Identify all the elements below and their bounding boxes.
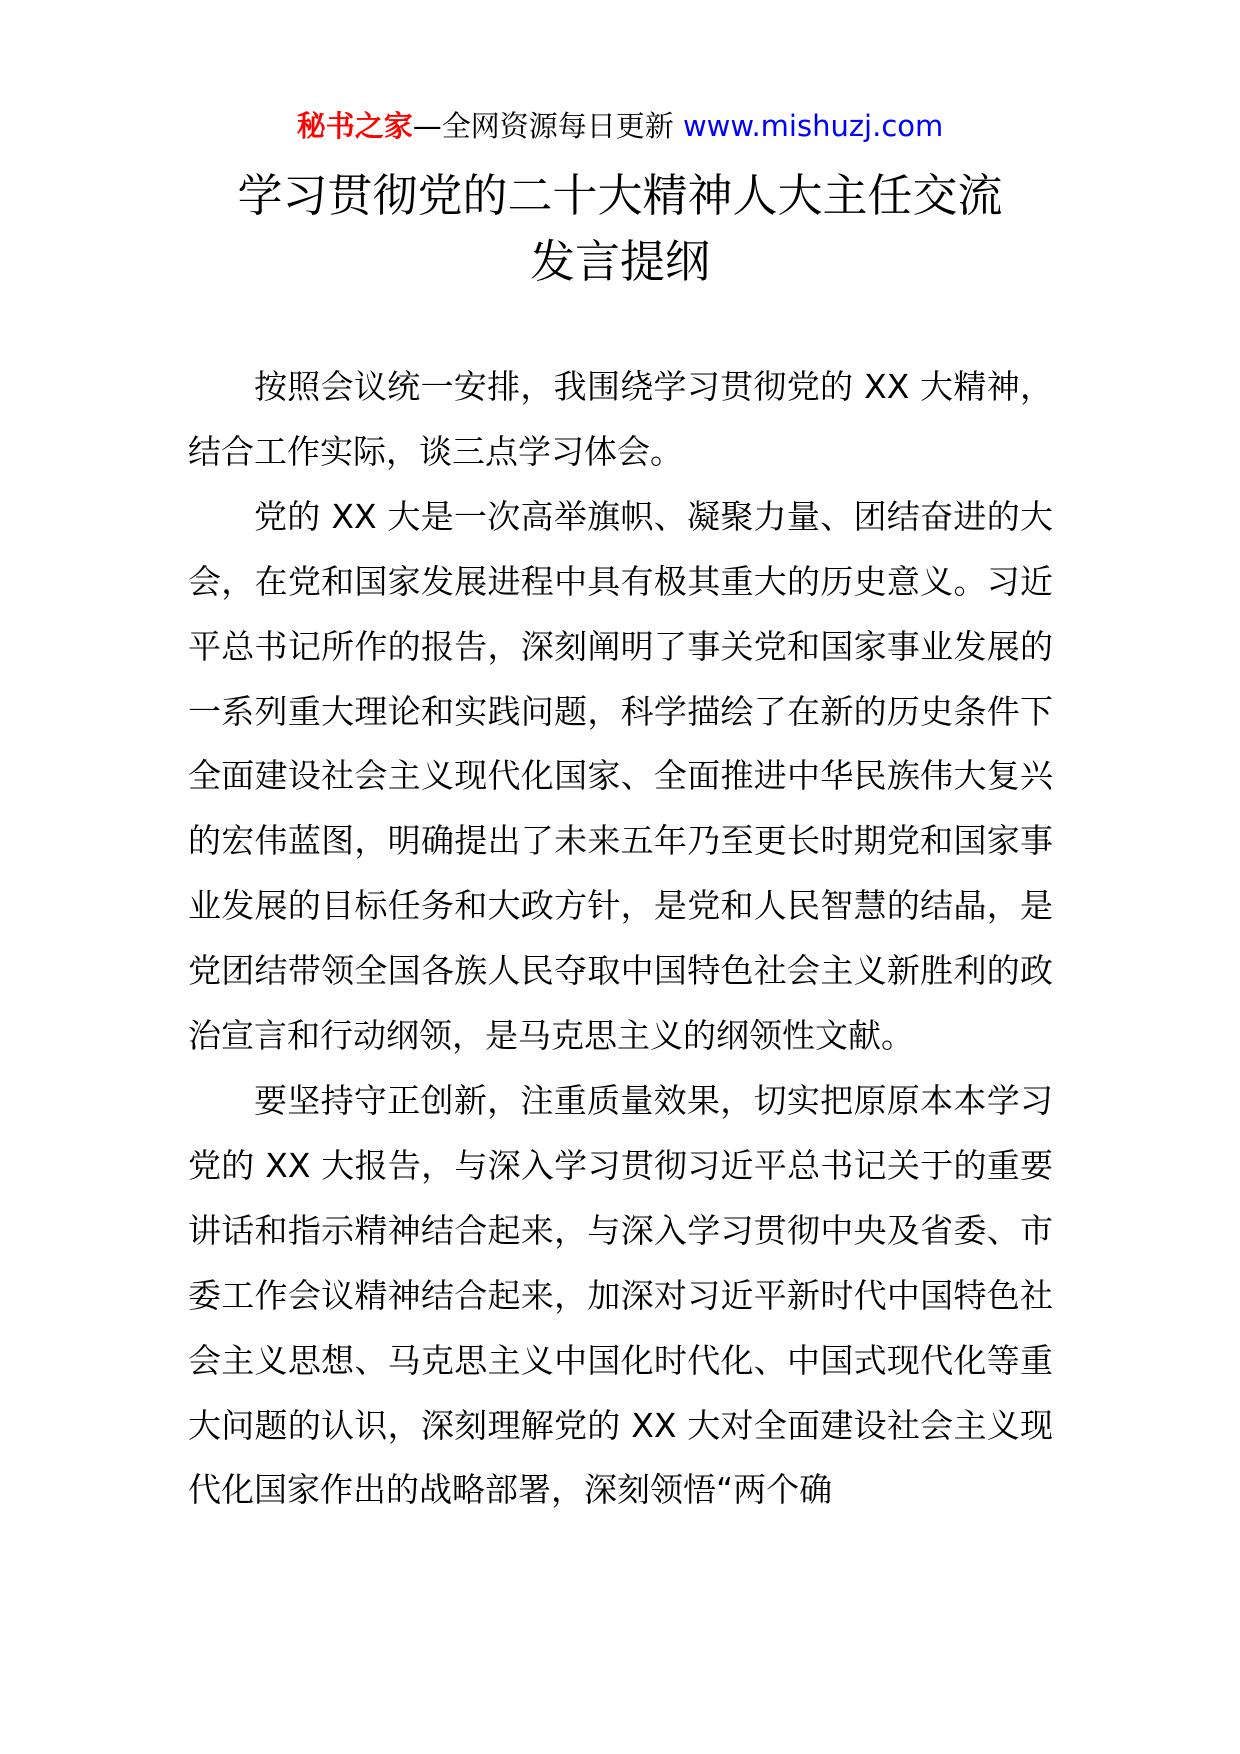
title-line-1: 学习贯彻党的二十大精神人大主任交流: [237, 169, 1003, 222]
site-header: [0, 104, 1240, 148]
title-line-2: 发言提纲: [529, 235, 710, 288]
paragraph-1: 按照会议统一安排，我围绕学习贯彻党的 XX 大精神，结合工作实际，谈三点学习体会。: [188, 367, 1053, 471]
header-tagline: —全网资源每日更新: [412, 109, 683, 143]
document-body: [188, 355, 1053, 1523]
paragraph-3: 要坚持守正创新，注重质量效果，切实把原原本本学习党的 XX 大报告，与深入学习贯彻习近平总书记关于的重要讲话和指示精神结合起来，与深入学习贯彻中央及省委、市委工作会议精神结合起来，加深对习近平新时代中国特色社会主义思想、马克思主义中国化时代化、中国式现代化等重大问题的认识，深刻理解党的 XX 大对全面建设社会主义现代化国家作出的战略部署，深刻领悟“两个确: [188, 1080, 1053, 1510]
brand-name: 秘书之家: [296, 109, 413, 143]
site-url-link[interactable]: www.mishuzj.com: [682, 109, 944, 143]
document-title: [0, 163, 1240, 295]
paragraph-2: 党的 XX 大是一次高举旗帜、凝聚力量、团结奋进的大会，在党和国家发展进程中具有极其重大的历史意义。习近平总书记所作的报告，深刻阐明了事关党和国家事业发展的一系列重大理论和实践问题，科学描绘了在新的历史条件下全面建设社会主义现代化国家、全面推进中华民族伟大复兴的宏伟蓝图，明确提出了未来五年乃至更长时期党和国家事业发展的目标任务和大政方针，是党和人民智慧的结晶，是党团结带领全国各族人民夺取中国特色社会主义新胜利的政治宣言和行动纲领，是马克思主义的纲领性文献。: [188, 496, 1053, 1056]
